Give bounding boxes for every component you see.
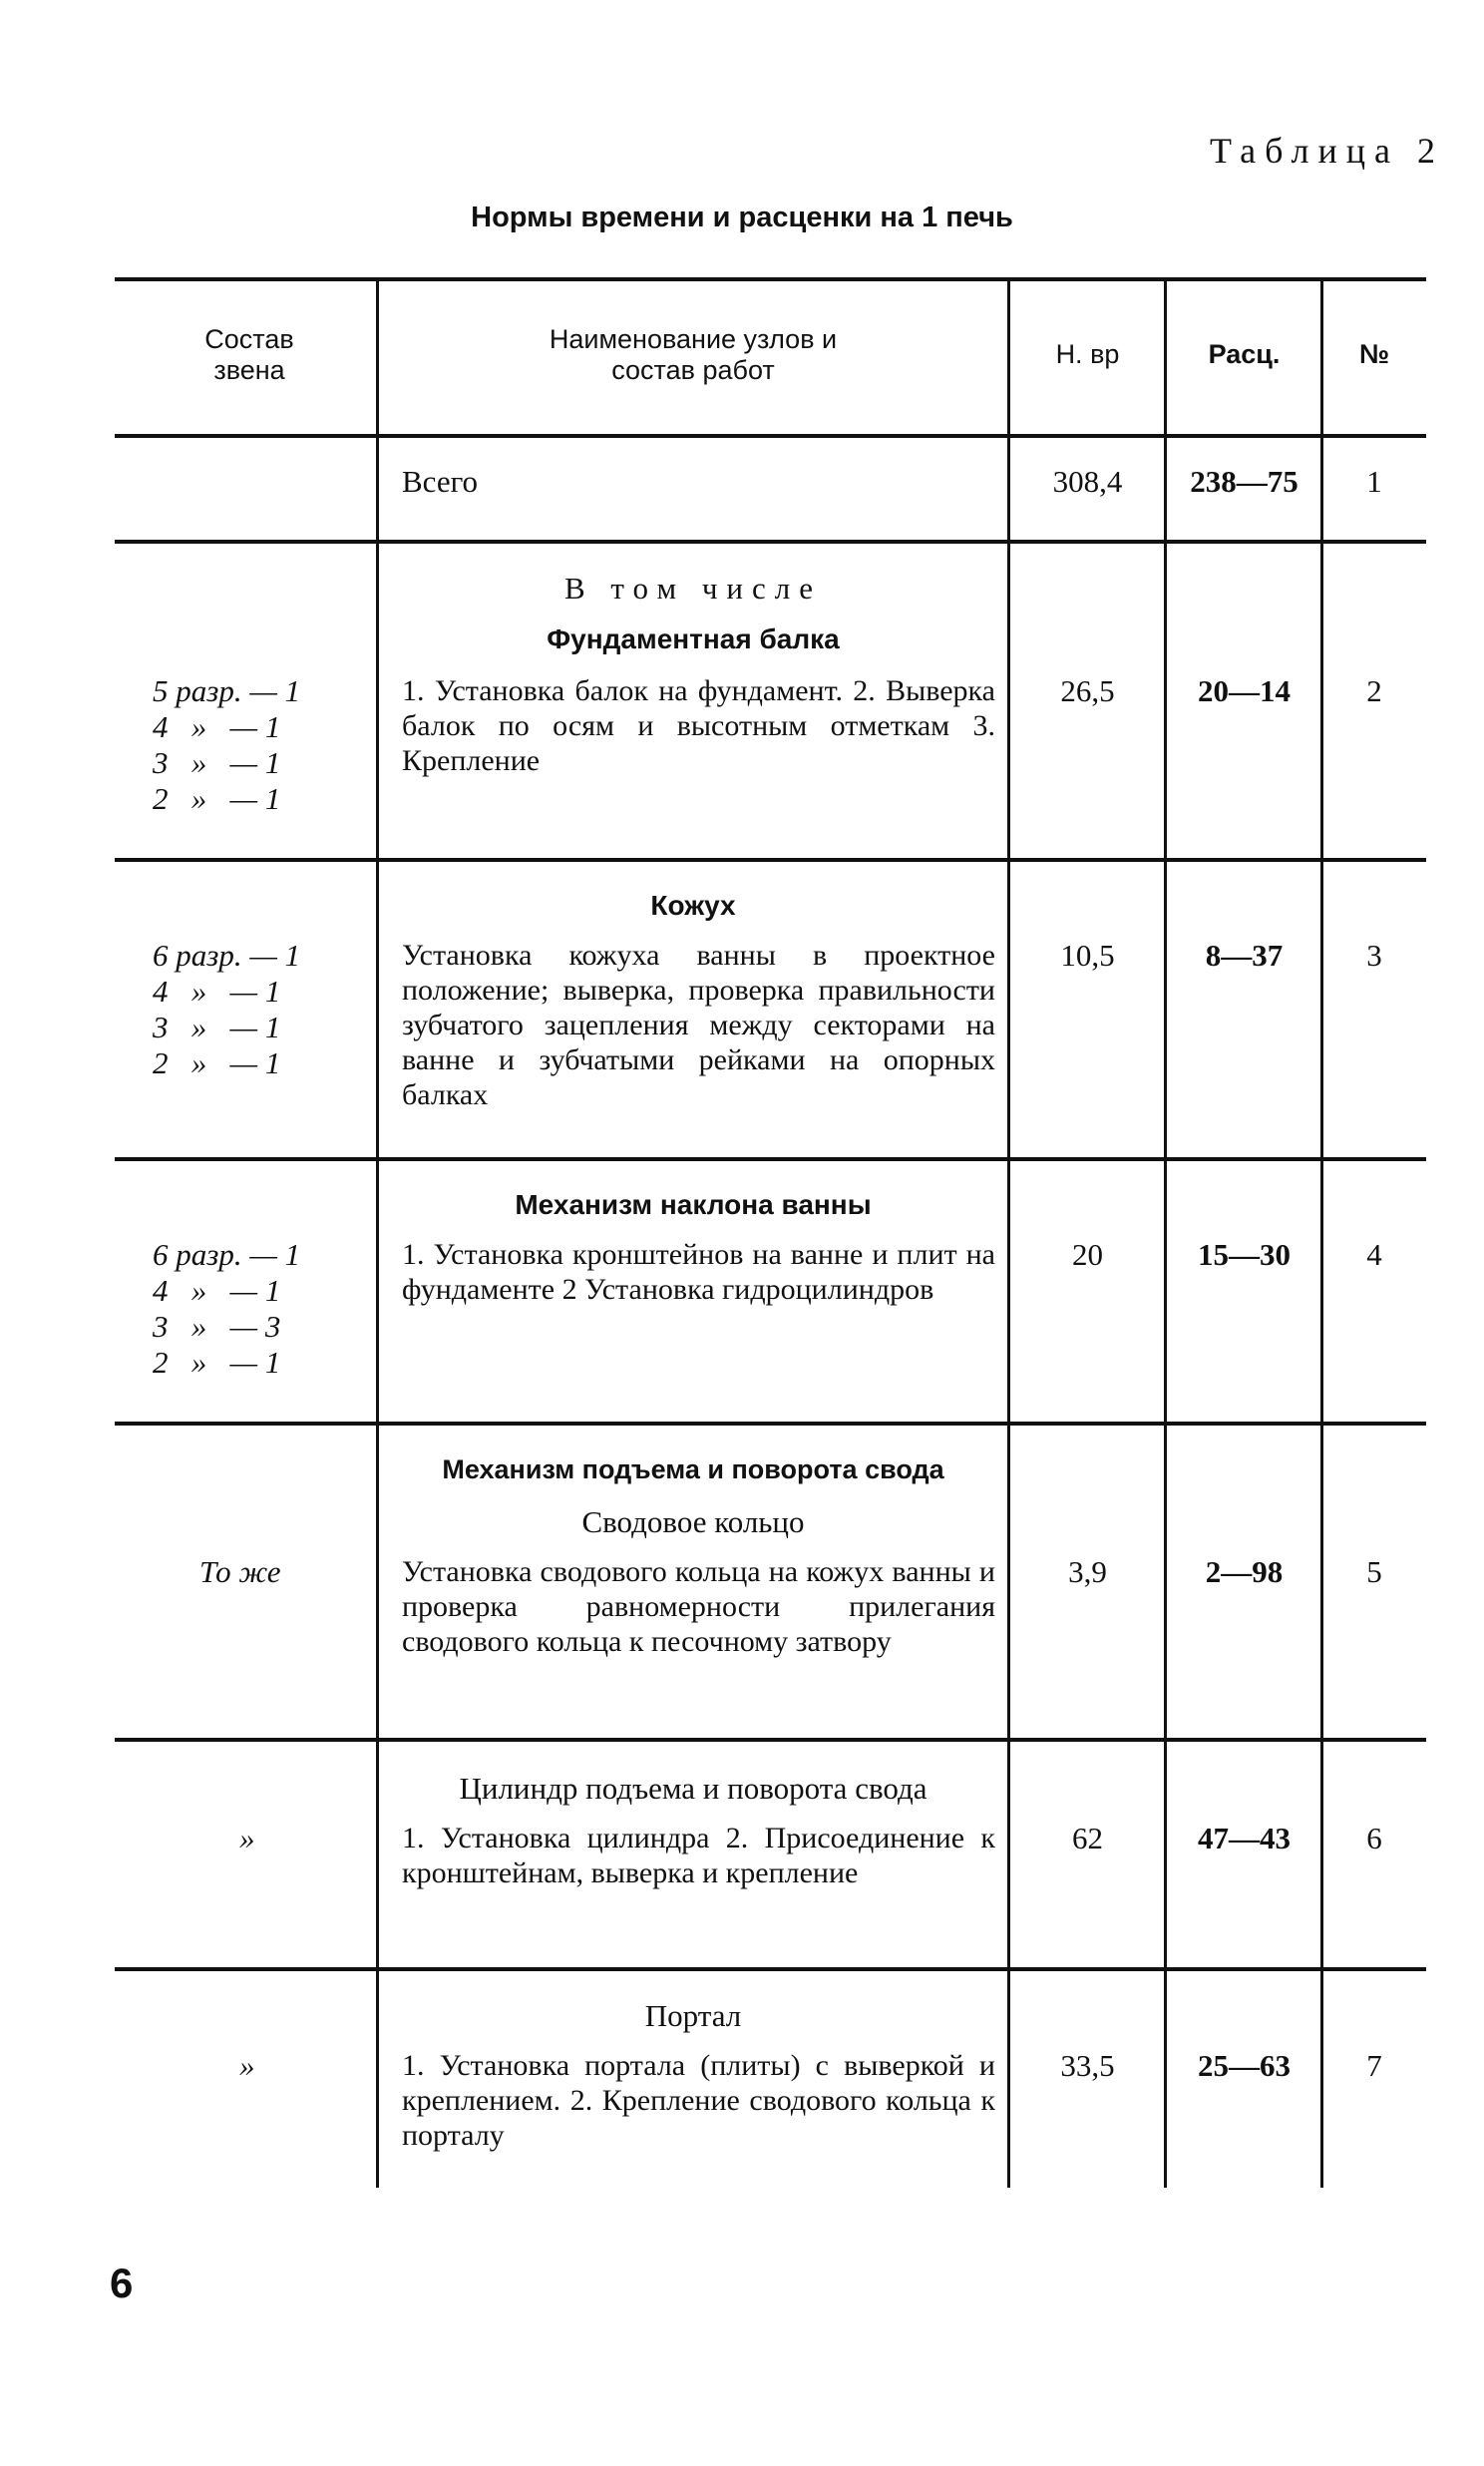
row-time: 10,5	[1060, 938, 1115, 973]
row-time: 20	[1072, 1237, 1103, 1272]
header-name: Наименование узлов и состав работ	[549, 324, 838, 385]
total-time: 308,4	[1052, 464, 1123, 499]
header-rate: Расц.	[1208, 339, 1281, 369]
row-rate: 25—63	[1198, 2048, 1291, 2083]
row-subsection-title: Сводовое кольцо	[581, 1504, 805, 1539]
col-divider-4	[1320, 279, 1323, 2188]
row-subsection-title: Цилиндр подъема и поворота свода	[459, 1771, 928, 1806]
row-time: 26,5	[1060, 673, 1115, 708]
row-no: 7	[1366, 2048, 1382, 2083]
row-rate: 8—37	[1205, 938, 1284, 973]
total-no: 1	[1366, 464, 1382, 499]
row-section-title: Кожух	[650, 890, 736, 921]
total-label: Всего	[402, 464, 479, 499]
header-time: Н. вр	[1055, 339, 1120, 369]
rule-row-6	[115, 1967, 1426, 1971]
row-rate: 20—14	[1198, 673, 1291, 708]
header-crew: Состав звена	[204, 324, 294, 385]
row-preamble: В том числе	[563, 571, 822, 606]
row-work: 1. Установка кронштейнов на ванне и плит на фундаменте 2 Установка гидроцилиндров	[402, 1238, 995, 1306]
row-section-title: Фундаментная балка	[547, 623, 840, 654]
rule-row-5	[115, 1738, 1426, 1742]
row-crew: »	[239, 1821, 255, 1855]
row-no: 2	[1366, 673, 1382, 708]
table-label: Таблица 2	[1210, 131, 1444, 171]
row-crew: То же	[199, 1554, 281, 1589]
row-work: 1. Установка балок на фундамент. 2. Выверка балок по осям и высотным отметкам 3. Крепление	[402, 674, 995, 777]
row-work: 1. Установка портала (плиты) с выверкой и креплением. 2. Крепление сводового кольца к порталу	[402, 2049, 995, 2152]
row-crew: 6 разр. — 1 4 » — 1 3 » — 3 2 » — 1	[153, 1237, 301, 1380]
row-no: 5	[1366, 1554, 1382, 1589]
row-crew: 5 разр. — 1 4 » — 1 3 » — 1 2 » — 1	[153, 673, 301, 816]
row-no: 4	[1366, 1237, 1382, 1272]
row-rate: 15—30	[1198, 1237, 1291, 1272]
row-work: Установка сводового кольца на кожух ванны и проверка равномерности прилегания сводового кольца к песочному затвору	[402, 1555, 995, 1658]
row-time: 62	[1072, 1821, 1103, 1855]
col-divider-1	[376, 279, 379, 2188]
rule-row-2	[115, 858, 1426, 862]
row-time: 3,9	[1068, 1554, 1107, 1589]
row-crew: 6 разр. — 1 4 » — 1 3 » — 1 2 » — 1	[153, 938, 301, 1080]
rule-header-bottom	[115, 434, 1426, 438]
row-section-title: Механизм наклона ванны	[515, 1189, 872, 1220]
row-subsection-title: Портал	[644, 1998, 742, 2033]
total-rate: 238—75	[1190, 464, 1298, 499]
rule-row-3	[115, 1157, 1426, 1161]
col-divider-2	[1007, 279, 1010, 2188]
row-work: Установка кожуха ванны в проектное положение; выверка, проверка правильности зубчатого зацепления между секторами на ванне и зубчатыми рейками на опорных балках	[402, 939, 995, 1111]
row-rate: 47—43	[1198, 1821, 1291, 1855]
col-divider-3	[1164, 279, 1167, 2188]
row-work: 1. Установка цилиндра 2. Присоединение к кронштейнам, выверка и крепление	[402, 1822, 995, 1889]
rule-row-4	[115, 1422, 1426, 1426]
row-section-title: Механизм подъема и поворота свода	[442, 1454, 944, 1484]
rule-row-1	[115, 540, 1426, 544]
row-no: 3	[1366, 938, 1382, 973]
rule-top	[115, 277, 1426, 281]
row-no: 6	[1366, 1821, 1382, 1855]
page-number: 6	[110, 2260, 134, 2306]
row-crew: »	[239, 2048, 255, 2083]
row-rate: 2—98	[1205, 1554, 1284, 1589]
table-title: Нормы времени и расценки на 1 печь	[471, 202, 1013, 233]
row-time: 33,5	[1060, 2048, 1115, 2083]
header-no: №	[1358, 339, 1390, 369]
